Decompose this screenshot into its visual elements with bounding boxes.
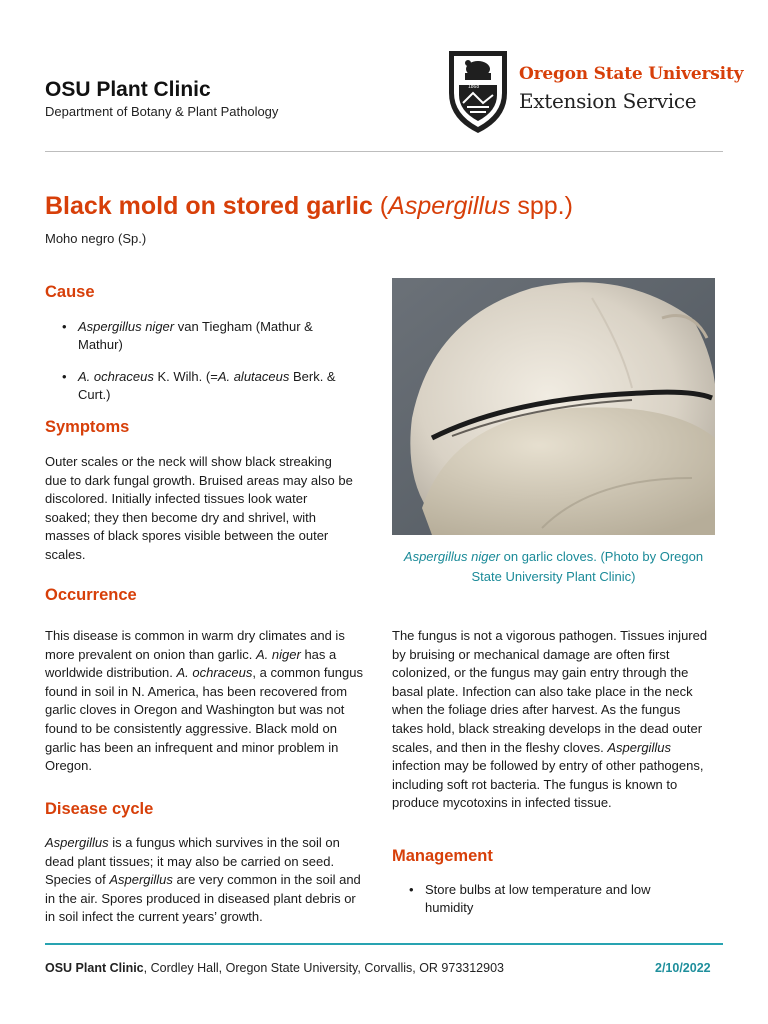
list-item-text: K. Wilh. (= <box>153 369 218 384</box>
text-run: is a fungus which survives in the soil on dead plant tissues; it may also be carried on seed. Species of <box>45 835 340 888</box>
text-italic: Aspergillus <box>607 739 671 755</box>
management-heading: Management <box>392 847 493 865</box>
logo-university-name: Oregon State University <box>519 64 744 84</box>
footer-clinic-name: OSU Plant Clinic <box>45 961 144 975</box>
department-name: Department of Botany & Plant Pathology <box>45 104 279 119</box>
cause-list <box>45 318 345 418</box>
list-item-italic: Aspergillus niger <box>78 319 175 334</box>
logo-extension-service: Extension Service <box>519 89 697 113</box>
occurrence-heading: Occurrence <box>45 586 137 604</box>
list-item-italic: A. ochraceus <box>78 369 154 384</box>
clinic-title: OSU Plant Clinic <box>45 78 211 101</box>
header-divider <box>45 151 723 152</box>
text-run: This disease is common in warm dry climates and is more prevalent on onion than garlic. <box>45 628 345 662</box>
text-run: , a common fungus found in soil in N. America, has been recovered from garlic cloves in Oregon and Washington but was not found to be consistently aggressive. Black mold on garlic has been an infrequent and minor problem in Oregon. <box>45 665 363 774</box>
list-item-italic: A. alutaceus <box>217 369 290 384</box>
cause-heading: Cause <box>45 283 95 301</box>
caption-italic: Aspergillus niger <box>403 549 501 564</box>
pathogen-description <box>392 627 714 813</box>
photo-caption <box>392 547 715 587</box>
title-genus: Aspergillus <box>388 192 511 220</box>
footer-address-text: , Cordley Hall, Oregon State University, Corvallis, OR 973312903 <box>143 961 504 975</box>
text-run: infection may be followed by entry of other pathogens, including soft rot bacteria. The fungus is known to produce mycotoxins in infected tissue. <box>392 758 704 811</box>
symptoms-heading: Symptoms <box>45 418 130 436</box>
occurrence-text <box>45 627 363 776</box>
list-item-text: Berk. & Curt.) <box>78 369 336 402</box>
management-list <box>392 881 692 931</box>
garlic-photo <box>392 278 715 535</box>
title-paren-open: ( <box>372 192 389 220</box>
osu-seal-icon <box>443 45 513 137</box>
page-title <box>45 192 573 221</box>
text-italic: A. ochraceus <box>176 665 253 681</box>
text-italic: Aspergillus <box>45 835 109 850</box>
list-item <box>45 318 345 354</box>
text-run: are very common in the soil and in the air. Spores produced in diseased plant debris or in soil infect the current years’ growth. <box>45 872 361 925</box>
caption-text: on garlic cloves. (Photo by Oregon State University Plant Clinic) <box>471 549 704 584</box>
disease-cycle-text <box>45 834 361 927</box>
title-main: Black mold on stored garlic <box>45 192 373 220</box>
text-italic: A. niger <box>256 646 301 662</box>
seal-year: 1868 <box>468 84 480 90</box>
text-run: The fungus is not a vigorous pathogen. Tissues injured by bruising or mechanical damage are often first colonized, or the fungus may gain entry through the basal plate. Infection can also take place in the neck when the foliage dries after harvest. As the fungus takes hold, black streaking develops in the dead outer scales, and then in the fleshy cloves. <box>392 628 708 755</box>
text-italic: Aspergillus <box>109 872 173 888</box>
symptoms-text: Outer scales or the neck will show black streaking due to dark fungal growth. Bruised areas may also be discolored. Initially infected tissues look water soaked; they then become dry and shrivel, with masses of black spores visible between the outer scales. <box>45 454 353 562</box>
footer-divider <box>45 943 723 945</box>
spanish-name: Moho negro (Sp.) <box>45 231 147 246</box>
text-run: has a worldwide distribution. <box>45 646 337 681</box>
title-paren-close: ) <box>564 192 573 220</box>
list-item-text: van Tiegham (Mathur & Mathur) <box>78 319 313 352</box>
list-item <box>45 368 345 404</box>
footer-date: 2/10/2022 <box>655 961 711 975</box>
disease-cycle-heading: Disease cycle <box>45 800 154 818</box>
footer-address <box>45 961 504 975</box>
title-species: spp. <box>510 192 565 220</box>
list-item: • Store bulbs at low temperature and low humidity <box>392 881 692 917</box>
